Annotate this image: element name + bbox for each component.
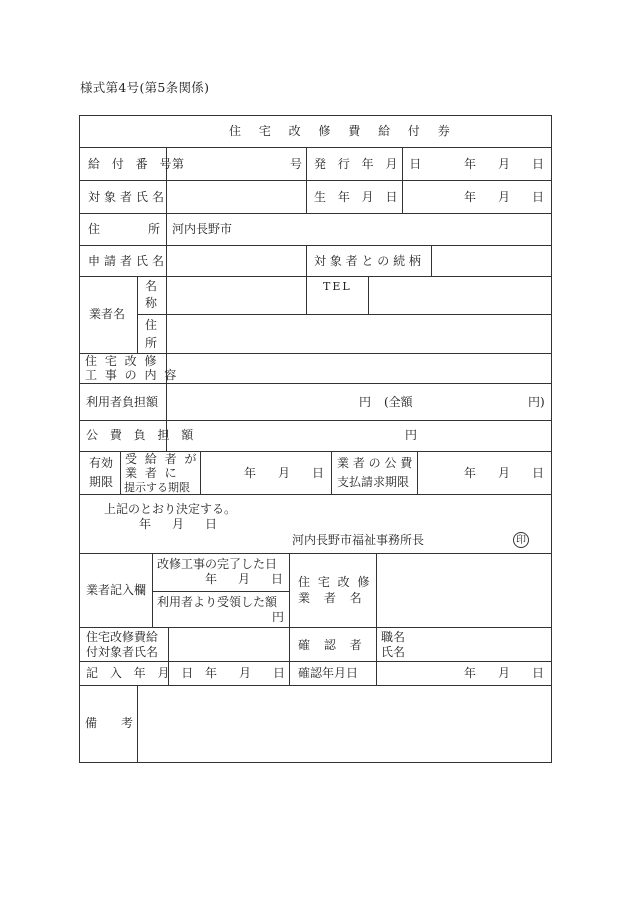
month-unit: 月 [497, 466, 510, 480]
person-label: 氏名 [381, 645, 406, 659]
beneficiary-label-line2: 付対象者氏名 [86, 645, 159, 659]
business-label: 業者名 [89, 307, 126, 321]
day-unit: 日 [270, 572, 283, 586]
rule [79, 420, 552, 421]
rule [79, 661, 552, 662]
year-unit: 年 [244, 466, 257, 480]
address-label-last: 所 [148, 222, 161, 236]
total-close: 円) [528, 395, 545, 409]
rule [417, 451, 418, 494]
year-unit: 年 [464, 466, 477, 480]
rule [79, 383, 552, 384]
day-unit: 日 [531, 157, 544, 171]
validity-label-line1: 有効 [89, 456, 114, 470]
rule [137, 276, 138, 353]
present-label-line2: 業 者 に [125, 466, 179, 480]
rule [200, 451, 201, 494]
business-name-label-b: 称 [145, 296, 158, 310]
received-label: 利用者より受領した額 [157, 595, 278, 609]
rule [368, 276, 369, 314]
confirm-date-label: 確認年月日 [298, 666, 359, 680]
rule [331, 451, 332, 494]
month-unit: 月 [277, 466, 290, 480]
number-prefix: 第 [172, 157, 185, 171]
present-label-line3: 提示する期限 [124, 481, 190, 494]
completion-label: 改修工事の完了した日 [157, 557, 278, 571]
user-burden-yen: 円 [359, 395, 372, 409]
confirmer-label: 確 認 者 [298, 638, 367, 652]
rule [137, 685, 138, 763]
target-name-label: 対象者氏名 [88, 190, 169, 204]
form-title: 住 宅 改 修 費 給 付 券 [229, 124, 457, 138]
rule [166, 147, 167, 353]
business-address-label-b: 所 [145, 336, 158, 350]
address-label-first: 住 [88, 222, 101, 236]
confirm-date-field[interactable] [464, 666, 544, 681]
content-label-line2: 工 事 の 内 容 [85, 368, 179, 382]
number-label: 給 付 番 号 [88, 157, 176, 171]
rule [431, 245, 432, 276]
office-name: 河内長野市福祉事務所長 [292, 533, 425, 547]
month-unit: 月 [497, 190, 510, 204]
user-burden-label: 利用者負担額 [86, 395, 159, 409]
year-unit: 年 [464, 190, 477, 204]
business-name-label-a: 名 [145, 279, 158, 293]
renovator-label-line2: 業 者 名 [298, 591, 367, 605]
post-label: 職名 [381, 630, 406, 644]
public-burden-label: 公 費 負 担 額 [86, 428, 198, 442]
rule [289, 553, 290, 685]
applicant-label: 申請者氏名 [88, 254, 169, 268]
day-unit: 日 [311, 466, 324, 480]
rule [152, 591, 289, 592]
claim-deadline-field[interactable] [464, 466, 544, 481]
received-yen: 円 [272, 610, 285, 624]
rule [79, 685, 552, 686]
entry-date-field[interactable] [205, 666, 285, 681]
business-address-label-a: 住 [145, 318, 158, 332]
beneficiary-label-line1: 住宅改修費給 [86, 630, 159, 644]
address-value: 河内長野市 [172, 222, 233, 236]
renovator-label-line1: 住 宅 改 修 [298, 575, 372, 589]
birth-date-label: 生 年 月 日 [314, 190, 402, 204]
rule [137, 314, 552, 315]
rule [79, 180, 552, 181]
present-deadline-field[interactable] [244, 466, 324, 481]
rule [376, 553, 377, 685]
day-unit: 日 [531, 190, 544, 204]
tel-label: TEL [323, 280, 352, 293]
rule [79, 276, 552, 277]
remarks-label-first: 備 [85, 716, 98, 730]
year-unit: 年 [464, 666, 477, 680]
content-label-line1: 住 宅 改 修 [85, 354, 159, 368]
present-label-line1: 受 給 者 が [125, 452, 199, 466]
form-caption: 様式第4号(第5条関係) [80, 80, 210, 95]
number-suffix: 号 [290, 157, 303, 171]
issue-date-field[interactable] [464, 157, 544, 172]
month-unit: 月 [497, 157, 510, 171]
day-unit: 日 [531, 666, 544, 680]
year-unit: 年 [464, 157, 477, 171]
day-unit: 日 [531, 466, 544, 480]
month-unit: 月 [497, 666, 510, 680]
rule [79, 553, 552, 554]
claim-label-line2: 支払請求期限 [337, 475, 410, 489]
completion-date-field[interactable] [205, 572, 283, 587]
month-unit: 月 [238, 666, 251, 680]
validity-label-line2: 期限 [89, 475, 114, 489]
claim-label-line1: 業 者 の 公 費 [337, 456, 413, 470]
rule [79, 213, 552, 214]
day-unit: 日 [272, 666, 285, 680]
vendor-entry-label: 業者記入欄 [86, 583, 147, 597]
month-unit: 月 [237, 572, 250, 586]
total-open: (全額 [384, 395, 413, 409]
year-unit: 年 [139, 517, 152, 531]
issue-date-label: 発 行 年 月 日 [314, 157, 426, 171]
entry-date-label: 記 入 年 月 日 [86, 666, 198, 680]
rule [306, 147, 307, 213]
rule [79, 627, 552, 628]
rule [152, 553, 153, 627]
year-unit: 年 [205, 572, 218, 586]
rule [79, 245, 552, 246]
public-burden-yen: 円 [405, 428, 418, 442]
rule [120, 451, 121, 494]
rule [306, 245, 307, 314]
remarks-label-last: 考 [121, 716, 134, 730]
month-unit: 月 [171, 517, 184, 531]
relation-label: 対 象 者 と の 続 柄 [314, 254, 421, 268]
rule [79, 147, 552, 148]
decision-date[interactable] [139, 517, 217, 532]
day-unit: 日 [204, 517, 217, 531]
decision-text: 上記のとおり決定する。 [104, 502, 237, 516]
seal-mark: 印 [513, 532, 529, 548]
year-unit: 年 [205, 666, 218, 680]
birth-date-field[interactable] [464, 190, 544, 205]
